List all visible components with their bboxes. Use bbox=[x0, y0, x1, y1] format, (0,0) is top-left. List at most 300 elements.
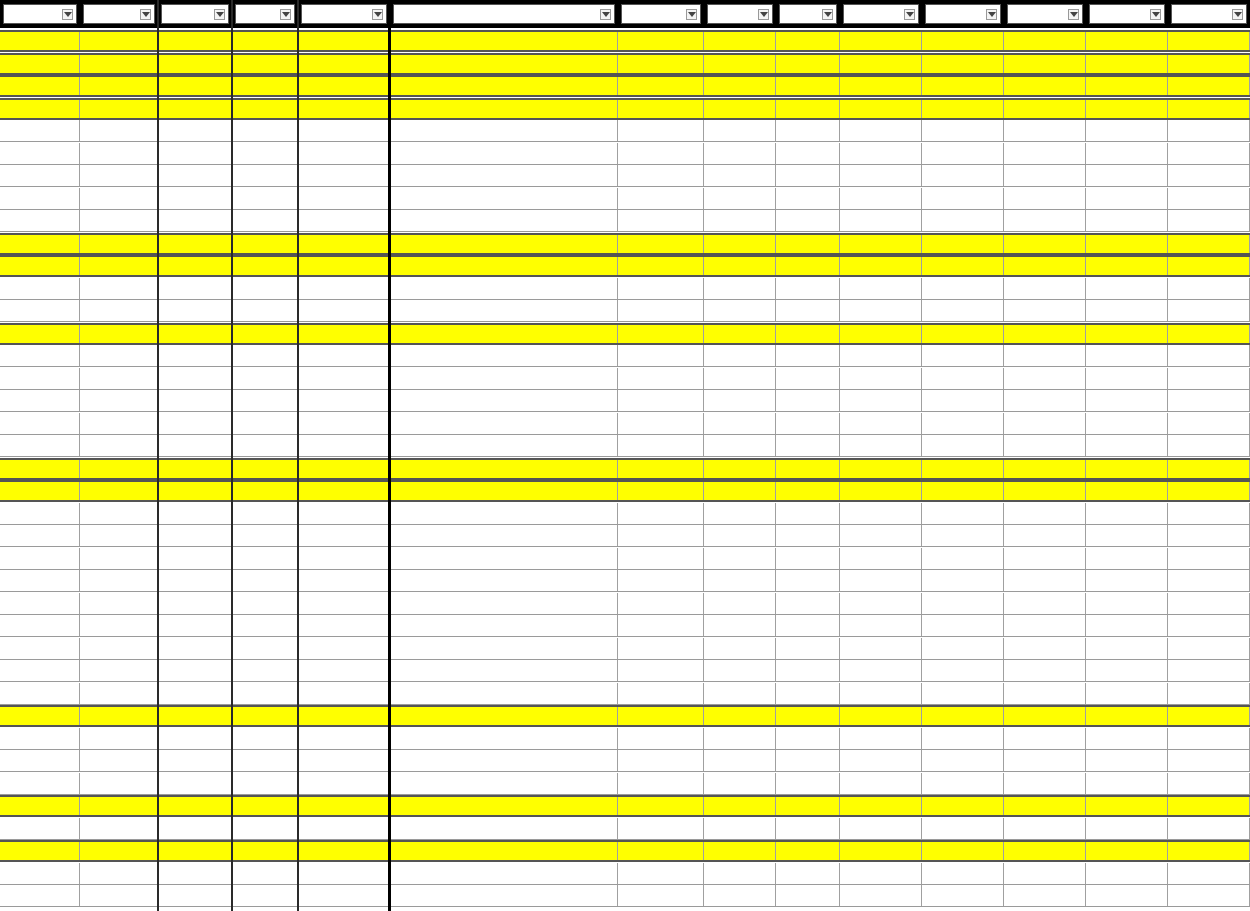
table-cell[interactable] bbox=[1168, 77, 1250, 95]
table-cell[interactable] bbox=[298, 77, 390, 95]
table-cell[interactable] bbox=[1168, 32, 1250, 50]
table-cell[interactable] bbox=[1004, 257, 1086, 275]
table-cell[interactable] bbox=[704, 482, 776, 500]
table-cell[interactable] bbox=[704, 773, 776, 794]
table-cell[interactable] bbox=[0, 842, 80, 860]
table-cell[interactable] bbox=[618, 143, 704, 164]
filter-dropdown-icon[interactable] bbox=[372, 9, 383, 20]
table-cell[interactable] bbox=[922, 165, 1004, 186]
table-cell[interactable] bbox=[0, 750, 80, 771]
table-cell[interactable] bbox=[1004, 100, 1086, 118]
table-cell[interactable] bbox=[232, 548, 298, 569]
table-cell[interactable] bbox=[704, 390, 776, 411]
table-cell[interactable] bbox=[158, 548, 232, 569]
table-cell[interactable] bbox=[80, 503, 158, 524]
column-header-11[interactable] bbox=[925, 4, 1001, 24]
table-cell[interactable] bbox=[704, 660, 776, 681]
table-cell[interactable] bbox=[1004, 797, 1086, 815]
table-cell[interactable] bbox=[298, 188, 390, 209]
table-cell[interactable] bbox=[776, 77, 840, 95]
table-cell[interactable] bbox=[1086, 235, 1168, 253]
table-cell[interactable] bbox=[390, 773, 618, 794]
table-cell[interactable] bbox=[1086, 143, 1168, 164]
table-cell[interactable] bbox=[704, 503, 776, 524]
table-cell[interactable] bbox=[0, 165, 80, 186]
table-cell[interactable] bbox=[776, 750, 840, 771]
table-cell[interactable] bbox=[1086, 460, 1168, 478]
table-cell[interactable] bbox=[298, 165, 390, 186]
column-header-3[interactable] bbox=[161, 4, 229, 24]
table-cell[interactable] bbox=[232, 165, 298, 186]
table-cell[interactable] bbox=[80, 278, 158, 299]
table-cell[interactable] bbox=[232, 143, 298, 164]
table-cell[interactable] bbox=[840, 885, 922, 906]
table-cell[interactable] bbox=[232, 257, 298, 275]
table-cell[interactable] bbox=[158, 683, 232, 704]
table-cell[interactable] bbox=[1004, 345, 1086, 366]
table-cell[interactable] bbox=[1086, 773, 1168, 794]
table-cell[interactable] bbox=[232, 503, 298, 524]
table-cell[interactable] bbox=[776, 368, 840, 389]
table-cell[interactable] bbox=[1086, 683, 1168, 704]
column-header-8[interactable] bbox=[707, 4, 773, 24]
table-row[interactable] bbox=[0, 750, 1250, 772]
table-cell[interactable] bbox=[298, 368, 390, 389]
table-cell[interactable] bbox=[390, 32, 618, 50]
table-row[interactable] bbox=[0, 143, 1250, 165]
table-cell[interactable] bbox=[840, 120, 922, 141]
table-cell[interactable] bbox=[1004, 390, 1086, 411]
table-cell[interactable] bbox=[1086, 660, 1168, 681]
filter-dropdown-icon[interactable] bbox=[1150, 9, 1161, 20]
table-cell[interactable] bbox=[0, 257, 80, 275]
table-cell[interactable] bbox=[840, 683, 922, 704]
table-cell[interactable] bbox=[232, 32, 298, 50]
table-cell[interactable] bbox=[390, 55, 618, 73]
table-cell[interactable] bbox=[390, 278, 618, 299]
table-cell[interactable] bbox=[618, 728, 704, 749]
table-cell[interactable] bbox=[1086, 863, 1168, 884]
table-cell[interactable] bbox=[1168, 660, 1250, 681]
table-cell[interactable] bbox=[390, 593, 618, 614]
filter-dropdown-icon[interactable] bbox=[62, 9, 73, 20]
table-cell[interactable] bbox=[390, 842, 618, 860]
table-cell[interactable] bbox=[704, 345, 776, 366]
table-cell[interactable] bbox=[1168, 863, 1250, 884]
table-cell[interactable] bbox=[1086, 570, 1168, 591]
table-cell[interactable] bbox=[80, 728, 158, 749]
table-cell[interactable] bbox=[390, 210, 618, 231]
table-cell[interactable] bbox=[80, 548, 158, 569]
table-cell[interactable] bbox=[922, 278, 1004, 299]
table-cell[interactable] bbox=[390, 325, 618, 343]
table-cell[interactable] bbox=[922, 548, 1004, 569]
table-row[interactable] bbox=[0, 548, 1250, 570]
column-header-5[interactable] bbox=[301, 4, 387, 24]
table-cell[interactable] bbox=[704, 728, 776, 749]
table-cell[interactable] bbox=[1168, 143, 1250, 164]
table-cell[interactable] bbox=[0, 548, 80, 569]
table-cell[interactable] bbox=[1168, 482, 1250, 500]
table-cell[interactable] bbox=[704, 797, 776, 815]
table-cell[interactable] bbox=[922, 368, 1004, 389]
table-cell[interactable] bbox=[840, 728, 922, 749]
table-cell[interactable] bbox=[618, 683, 704, 704]
table-cell[interactable] bbox=[0, 660, 80, 681]
table-cell[interactable] bbox=[80, 818, 158, 839]
table-cell[interactable] bbox=[1004, 503, 1086, 524]
table-cell[interactable] bbox=[1004, 885, 1086, 906]
table-cell[interactable] bbox=[158, 368, 232, 389]
table-cell[interactable] bbox=[298, 728, 390, 749]
table-cell[interactable] bbox=[618, 863, 704, 884]
table-cell[interactable] bbox=[776, 120, 840, 141]
table-cell[interactable] bbox=[1168, 885, 1250, 906]
table-cell[interactable] bbox=[80, 773, 158, 794]
table-cell[interactable] bbox=[232, 345, 298, 366]
table-cell[interactable] bbox=[0, 570, 80, 591]
table-cell[interactable] bbox=[1168, 615, 1250, 636]
table-cell[interactable] bbox=[776, 32, 840, 50]
table-cell[interactable] bbox=[390, 435, 618, 456]
table-cell[interactable] bbox=[618, 165, 704, 186]
table-cell[interactable] bbox=[0, 345, 80, 366]
table-cell[interactable] bbox=[776, 165, 840, 186]
table-cell[interactable] bbox=[232, 842, 298, 860]
table-cell[interactable] bbox=[922, 257, 1004, 275]
table-cell[interactable] bbox=[298, 863, 390, 884]
table-cell[interactable] bbox=[232, 325, 298, 343]
table-cell[interactable] bbox=[390, 728, 618, 749]
table-cell[interactable] bbox=[390, 707, 618, 725]
table-cell[interactable] bbox=[390, 460, 618, 478]
table-cell[interactable] bbox=[0, 707, 80, 725]
table-cell[interactable] bbox=[80, 325, 158, 343]
table-row-highlighted[interactable] bbox=[0, 75, 1250, 97]
table-cell[interactable] bbox=[704, 570, 776, 591]
table-cell[interactable] bbox=[1004, 707, 1086, 725]
table-cell[interactable] bbox=[298, 660, 390, 681]
table-cell[interactable] bbox=[1004, 818, 1086, 839]
table-cell[interactable] bbox=[704, 683, 776, 704]
table-cell[interactable] bbox=[1086, 165, 1168, 186]
table-cell[interactable] bbox=[158, 325, 232, 343]
table-cell[interactable] bbox=[158, 235, 232, 253]
table-cell[interactable] bbox=[80, 435, 158, 456]
table-row-highlighted[interactable] bbox=[0, 98, 1250, 120]
table-row[interactable] bbox=[0, 593, 1250, 615]
filter-dropdown-icon[interactable] bbox=[214, 9, 225, 20]
table-cell[interactable] bbox=[922, 188, 1004, 209]
table-cell[interactable] bbox=[390, 638, 618, 659]
table-row[interactable] bbox=[0, 525, 1250, 547]
table-cell[interactable] bbox=[1004, 460, 1086, 478]
table-cell[interactable] bbox=[840, 77, 922, 95]
table-cell[interactable] bbox=[80, 660, 158, 681]
table-cell[interactable] bbox=[618, 797, 704, 815]
table-cell[interactable] bbox=[232, 525, 298, 546]
table-cell[interactable] bbox=[80, 863, 158, 884]
table-row-highlighted[interactable] bbox=[0, 30, 1250, 52]
filter-dropdown-icon[interactable] bbox=[686, 9, 697, 20]
table-cell[interactable] bbox=[1004, 638, 1086, 659]
column-header-6[interactable] bbox=[393, 4, 615, 24]
table-cell[interactable] bbox=[922, 728, 1004, 749]
table-cell[interactable] bbox=[618, 660, 704, 681]
table-cell[interactable] bbox=[232, 413, 298, 434]
table-cell[interactable] bbox=[1168, 435, 1250, 456]
table-cell[interactable] bbox=[618, 235, 704, 253]
table-cell[interactable] bbox=[80, 345, 158, 366]
table-cell[interactable] bbox=[1004, 143, 1086, 164]
table-cell[interactable] bbox=[704, 100, 776, 118]
table-cell[interactable] bbox=[1168, 413, 1250, 434]
table-cell[interactable] bbox=[776, 345, 840, 366]
table-row-highlighted[interactable] bbox=[0, 458, 1250, 480]
table-cell[interactable] bbox=[618, 390, 704, 411]
table-cell[interactable] bbox=[618, 257, 704, 275]
table-cell[interactable] bbox=[1168, 842, 1250, 860]
table-cell[interactable] bbox=[704, 188, 776, 209]
table-cell[interactable] bbox=[840, 413, 922, 434]
table-cell[interactable] bbox=[158, 188, 232, 209]
column-header-2[interactable] bbox=[83, 4, 155, 24]
table-cell[interactable] bbox=[232, 278, 298, 299]
table-cell[interactable] bbox=[840, 615, 922, 636]
table-cell[interactable] bbox=[390, 503, 618, 524]
table-cell[interactable] bbox=[232, 615, 298, 636]
table-cell[interactable] bbox=[1004, 325, 1086, 343]
table-cell[interactable] bbox=[298, 32, 390, 50]
filter-dropdown-icon[interactable] bbox=[822, 9, 833, 20]
table-cell[interactable] bbox=[390, 750, 618, 771]
table-cell[interactable] bbox=[1168, 55, 1250, 73]
table-cell[interactable] bbox=[1168, 707, 1250, 725]
table-cell[interactable] bbox=[704, 615, 776, 636]
table-cell[interactable] bbox=[232, 728, 298, 749]
table-cell[interactable] bbox=[1086, 548, 1168, 569]
table-row[interactable] bbox=[0, 165, 1250, 187]
table-cell[interactable] bbox=[618, 818, 704, 839]
table-cell[interactable] bbox=[922, 638, 1004, 659]
table-cell[interactable] bbox=[298, 100, 390, 118]
table-cell[interactable] bbox=[0, 368, 80, 389]
table-cell[interactable] bbox=[922, 300, 1004, 321]
table-cell[interactable] bbox=[840, 818, 922, 839]
table-cell[interactable] bbox=[618, 548, 704, 569]
table-cell[interactable] bbox=[1004, 413, 1086, 434]
table-cell[interactable] bbox=[618, 842, 704, 860]
table-cell[interactable] bbox=[0, 120, 80, 141]
table-cell[interactable] bbox=[1168, 390, 1250, 411]
table-cell[interactable] bbox=[232, 683, 298, 704]
filter-dropdown-icon[interactable] bbox=[140, 9, 151, 20]
table-cell[interactable] bbox=[922, 863, 1004, 884]
table-cell[interactable] bbox=[390, 797, 618, 815]
table-cell[interactable] bbox=[776, 278, 840, 299]
filter-dropdown-icon[interactable] bbox=[280, 9, 291, 20]
table-cell[interactable] bbox=[1004, 548, 1086, 569]
table-cell[interactable] bbox=[1168, 525, 1250, 546]
table-cell[interactable] bbox=[298, 570, 390, 591]
table-cell[interactable] bbox=[840, 503, 922, 524]
table-cell[interactable] bbox=[158, 460, 232, 478]
table-cell[interactable] bbox=[390, 660, 618, 681]
table-cell[interactable] bbox=[1086, 368, 1168, 389]
table-cell[interactable] bbox=[80, 368, 158, 389]
table-row[interactable] bbox=[0, 683, 1250, 705]
table-row-highlighted[interactable] bbox=[0, 53, 1250, 75]
table-cell[interactable] bbox=[298, 300, 390, 321]
table-cell[interactable] bbox=[80, 638, 158, 659]
table-cell[interactable] bbox=[840, 188, 922, 209]
table-cell[interactable] bbox=[390, 143, 618, 164]
table-cell[interactable] bbox=[618, 345, 704, 366]
table-cell[interactable] bbox=[704, 32, 776, 50]
table-cell[interactable] bbox=[390, 863, 618, 884]
table-cell[interactable] bbox=[298, 257, 390, 275]
table-cell[interactable] bbox=[232, 482, 298, 500]
table-cell[interactable] bbox=[704, 525, 776, 546]
table-cell[interactable] bbox=[232, 660, 298, 681]
table-cell[interactable] bbox=[1004, 210, 1086, 231]
table-cell[interactable] bbox=[840, 32, 922, 50]
table-cell[interactable] bbox=[776, 863, 840, 884]
table-cell[interactable] bbox=[776, 638, 840, 659]
table-row[interactable] bbox=[0, 863, 1250, 885]
table-cell[interactable] bbox=[158, 120, 232, 141]
table-cell[interactable] bbox=[80, 797, 158, 815]
table-row[interactable] bbox=[0, 435, 1250, 457]
table-cell[interactable] bbox=[158, 413, 232, 434]
table-cell[interactable] bbox=[1004, 435, 1086, 456]
table-row[interactable] bbox=[0, 300, 1250, 322]
table-cell[interactable] bbox=[1086, 32, 1168, 50]
table-cell[interactable] bbox=[776, 660, 840, 681]
table-cell[interactable] bbox=[158, 210, 232, 231]
table-row-highlighted[interactable] bbox=[0, 255, 1250, 277]
table-cell[interactable] bbox=[158, 55, 232, 73]
table-cell[interactable] bbox=[232, 120, 298, 141]
table-cell[interactable] bbox=[158, 345, 232, 366]
table-cell[interactable] bbox=[840, 235, 922, 253]
table-cell[interactable] bbox=[776, 257, 840, 275]
table-cell[interactable] bbox=[390, 683, 618, 704]
table-cell[interactable] bbox=[1086, 885, 1168, 906]
table-cell[interactable] bbox=[158, 615, 232, 636]
table-cell[interactable] bbox=[704, 750, 776, 771]
table-row[interactable] bbox=[0, 120, 1250, 142]
table-cell[interactable] bbox=[840, 750, 922, 771]
table-cell[interactable] bbox=[158, 707, 232, 725]
table-cell[interactable] bbox=[298, 390, 390, 411]
table-cell[interactable] bbox=[922, 885, 1004, 906]
table-cell[interactable] bbox=[390, 482, 618, 500]
table-cell[interactable] bbox=[1168, 278, 1250, 299]
table-cell[interactable] bbox=[80, 885, 158, 906]
table-cell[interactable] bbox=[80, 55, 158, 73]
table-cell[interactable] bbox=[298, 325, 390, 343]
table-cell[interactable] bbox=[704, 120, 776, 141]
table-cell[interactable] bbox=[0, 863, 80, 884]
table-cell[interactable] bbox=[158, 885, 232, 906]
table-cell[interactable] bbox=[618, 77, 704, 95]
table-cell[interactable] bbox=[232, 460, 298, 478]
table-cell[interactable] bbox=[0, 615, 80, 636]
table-cell[interactable] bbox=[776, 390, 840, 411]
table-cell[interactable] bbox=[80, 77, 158, 95]
table-cell[interactable] bbox=[776, 548, 840, 569]
column-header-12[interactable] bbox=[1007, 4, 1083, 24]
table-cell[interactable] bbox=[704, 593, 776, 614]
table-cell[interactable] bbox=[80, 460, 158, 478]
table-cell[interactable] bbox=[922, 77, 1004, 95]
table-cell[interactable] bbox=[1086, 707, 1168, 725]
column-header-13[interactable] bbox=[1089, 4, 1165, 24]
table-row[interactable] bbox=[0, 390, 1250, 412]
table-cell[interactable] bbox=[390, 818, 618, 839]
table-cell[interactable] bbox=[0, 728, 80, 749]
table-cell[interactable] bbox=[1004, 278, 1086, 299]
table-cell[interactable] bbox=[1004, 235, 1086, 253]
table-cell[interactable] bbox=[776, 818, 840, 839]
table-cell[interactable] bbox=[0, 278, 80, 299]
table-cell[interactable] bbox=[1004, 32, 1086, 50]
table-cell[interactable] bbox=[80, 615, 158, 636]
table-cell[interactable] bbox=[298, 707, 390, 725]
table-cell[interactable] bbox=[232, 77, 298, 95]
table-cell[interactable] bbox=[0, 413, 80, 434]
table-cell[interactable] bbox=[776, 842, 840, 860]
table-row[interactable] bbox=[0, 503, 1250, 525]
table-row[interactable] bbox=[0, 570, 1250, 592]
table-cell[interactable] bbox=[618, 750, 704, 771]
table-cell[interactable] bbox=[390, 885, 618, 906]
table-cell[interactable] bbox=[704, 77, 776, 95]
table-cell[interactable] bbox=[618, 773, 704, 794]
table-cell[interactable] bbox=[704, 460, 776, 478]
table-cell[interactable] bbox=[298, 143, 390, 164]
table-cell[interactable] bbox=[232, 707, 298, 725]
table-cell[interactable] bbox=[1168, 638, 1250, 659]
table-cell[interactable] bbox=[80, 482, 158, 500]
table-cell[interactable] bbox=[704, 235, 776, 253]
table-cell[interactable] bbox=[298, 683, 390, 704]
column-header-14[interactable] bbox=[1171, 4, 1247, 24]
table-cell[interactable] bbox=[298, 235, 390, 253]
table-cell[interactable] bbox=[1168, 188, 1250, 209]
table-cell[interactable] bbox=[704, 863, 776, 884]
table-cell[interactable] bbox=[298, 503, 390, 524]
table-cell[interactable] bbox=[80, 300, 158, 321]
table-cell[interactable] bbox=[1086, 325, 1168, 343]
table-cell[interactable] bbox=[232, 55, 298, 73]
table-cell[interactable] bbox=[704, 548, 776, 569]
table-cell[interactable] bbox=[1004, 660, 1086, 681]
table-cell[interactable] bbox=[922, 683, 1004, 704]
table-cell[interactable] bbox=[80, 390, 158, 411]
table-cell[interactable] bbox=[80, 257, 158, 275]
table-cell[interactable] bbox=[840, 143, 922, 164]
table-cell[interactable] bbox=[776, 55, 840, 73]
table-cell[interactable] bbox=[80, 707, 158, 725]
table-cell[interactable] bbox=[80, 210, 158, 231]
table-cell[interactable] bbox=[618, 707, 704, 725]
table-cell[interactable] bbox=[0, 32, 80, 50]
table-cell[interactable] bbox=[618, 435, 704, 456]
table-cell[interactable] bbox=[158, 660, 232, 681]
table-cell[interactable] bbox=[298, 413, 390, 434]
